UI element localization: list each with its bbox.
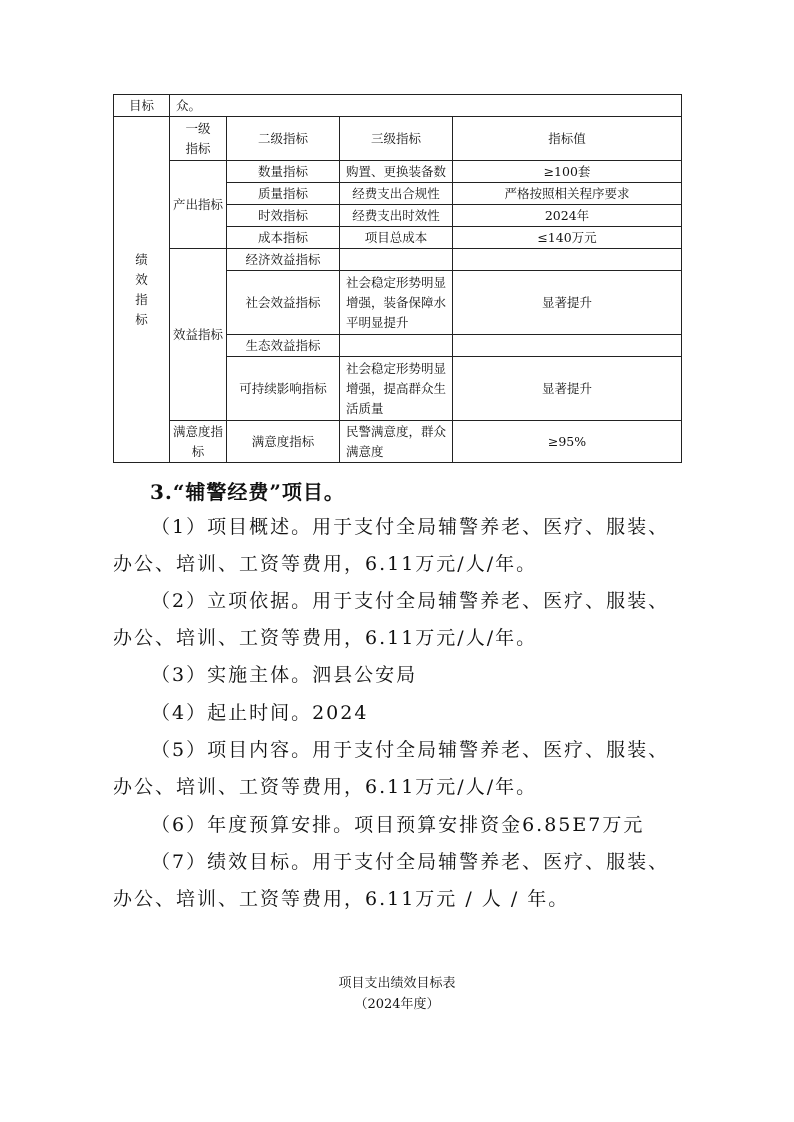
level2-cell: 时效指标 [227,205,340,227]
paragraph-line: （7）绩效目标。用于支付全局辅警养老、医疗、服装、 [151,851,670,873]
level2-cell: 成本指标 [227,227,340,249]
level3-cell: 社会稳定形势明显增强，提高群众生活质量 [340,357,453,421]
value-cell [453,335,682,357]
level3-cell: 项目总成本 [340,227,453,249]
value-cell: 显著提升 [453,357,682,421]
level2-cell: 生态效益指标 [227,335,340,357]
table-title: 项目支出绩效目标表 [338,976,456,991]
level2-cell: 社会效益指标 [227,271,340,335]
level2-cell: 数量指标 [227,161,340,183]
level3-cell [340,335,453,357]
paragraph-line: 办公、培训、工资等费用，6.11万元/人/年。 [113,776,538,798]
section-heading: 3.“辅警经费”项目。 [150,480,345,504]
level3-cell: 购置、更换装备数 [340,161,453,183]
performance-target-table [113,94,682,463]
paragraph-line: （5）项目内容。用于支付全局辅警养老、医疗、服装、 [151,739,670,761]
level3-cell [340,249,453,271]
level2-cell: 可持续影响指标 [227,357,340,421]
paragraph-line: （6）年度预算安排。项目预算安排资金6.85E7万元 [151,814,645,836]
paragraph-line: 办公、培训、工资等费用，6.11万元 / 人 / 年。 [113,888,570,910]
level3-cell: 经费支出合规性 [340,183,453,205]
value-cell: ≤140万元 [453,227,682,249]
value-cell: 严格按照相关程序要求 [453,183,682,205]
level3-cell: 民警满意度，群众满意度 [340,421,453,463]
benefit-indicator-label: 效益指标 [170,249,227,421]
paragraph-line: （1）项目概述。用于支付全局辅警养老、医疗、服装、 [151,516,670,538]
header-value: 指标值 [453,117,682,161]
level3-cell: 社会稳定形势明显增强，装备保障水平明显提升 [340,271,453,335]
value-cell: ≥95% [453,421,682,463]
value-cell [453,249,682,271]
level2-cell: 满意度指标 [227,421,340,463]
header-level3: 三级指标 [340,117,453,161]
target-value-cell: 众。 [170,95,682,117]
paragraph-line: 办公、培训、工资等费用，6.11万元/人/年。 [113,627,538,649]
paragraph-line: （4）起止时间。2024 [151,702,369,724]
level3-cell: 经费支出时效性 [340,205,453,227]
paragraph-line: （2）立项依据。用于支付全局辅警养老、医疗、服装、 [151,590,670,612]
satisfaction-indicator-label: 满意度指标 [170,421,227,463]
value-cell: 2024年 [453,205,682,227]
target-label-cell: 目标 [114,95,170,117]
level2-cell: 质量指标 [227,183,340,205]
value-cell: 显著提升 [453,271,682,335]
header-level2: 二级指标 [227,117,340,161]
paragraph-line: 办公、培训、工资等费用，6.11万元/人/年。 [113,553,538,575]
performance-indicators-label: 绩 效 指 标 [114,117,170,463]
header-level1: 一级 指标 [170,117,227,161]
paragraph-line: （3）实施主体。泗县公安局 [151,664,418,686]
output-indicator-label: 产出指标 [170,161,227,249]
table-year: （2024年度） [354,997,440,1012]
level2-cell: 经济效益指标 [227,249,340,271]
value-cell: ≥100套 [453,161,682,183]
